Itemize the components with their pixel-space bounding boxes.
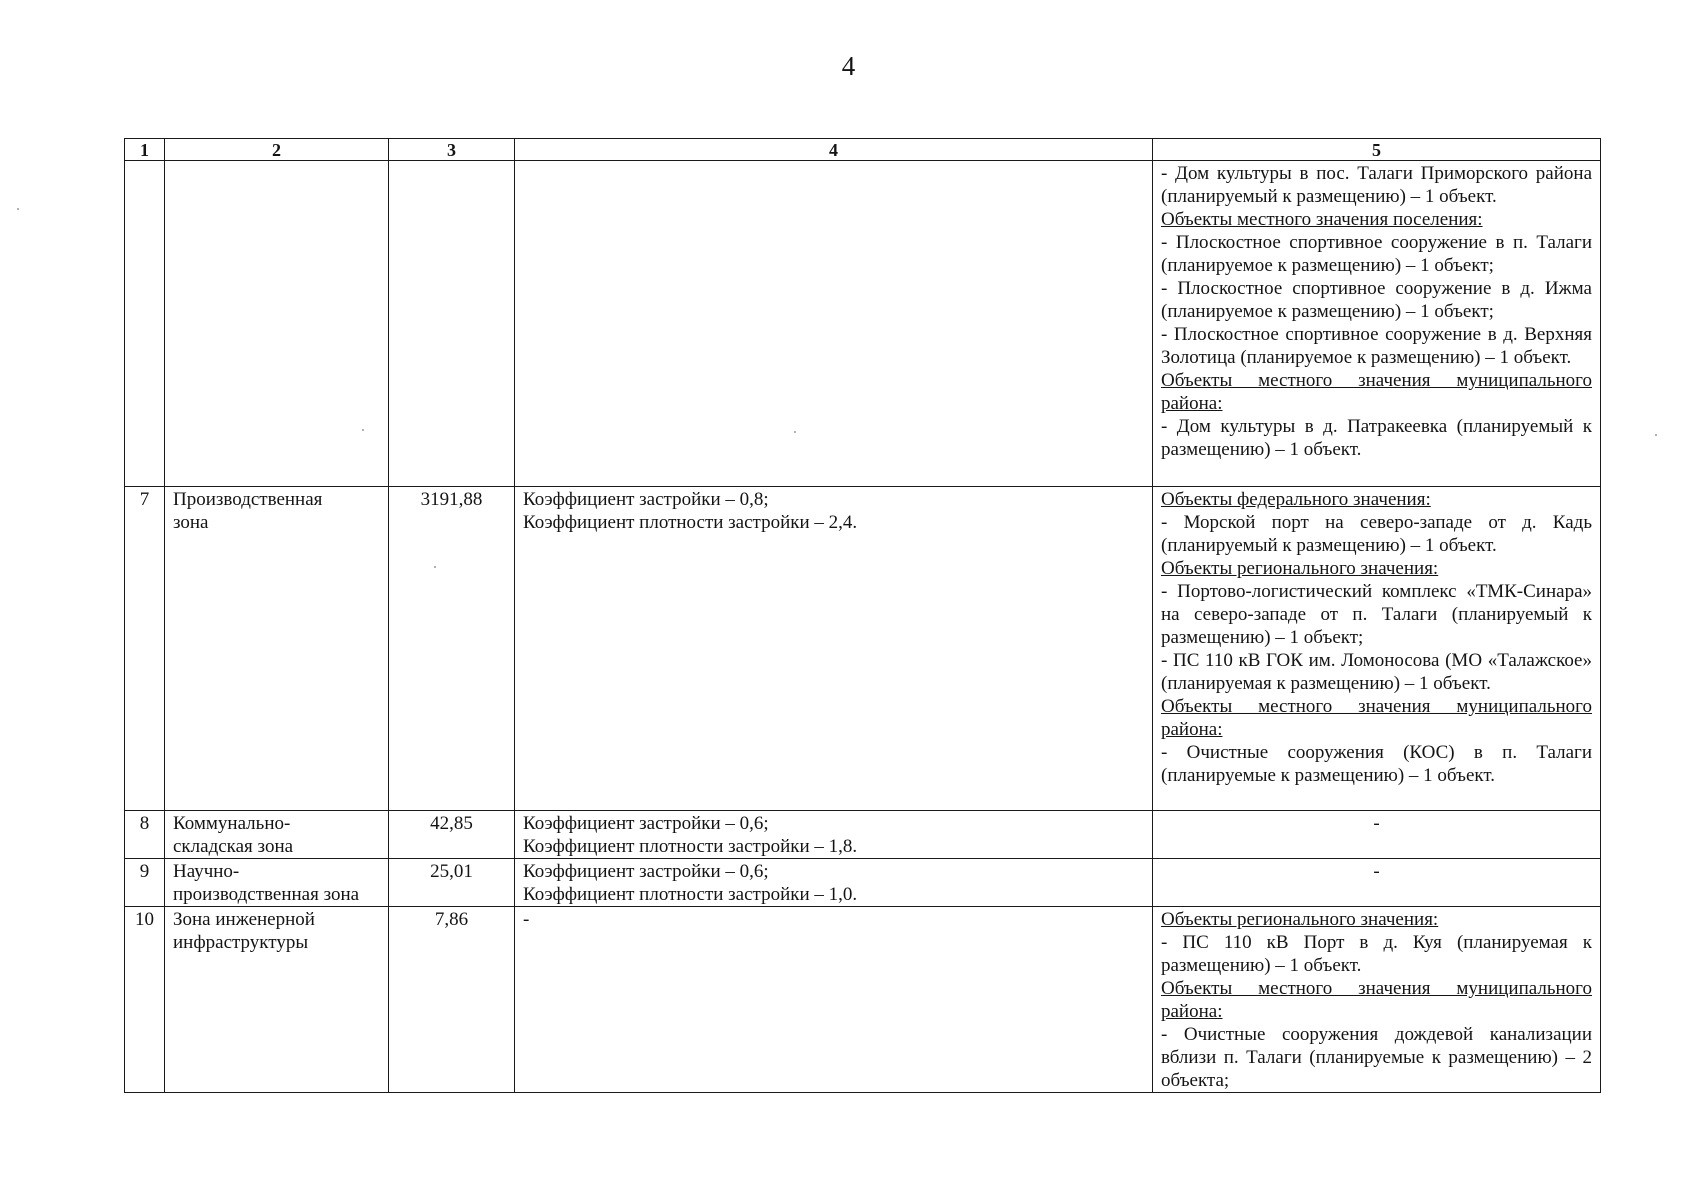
zone-name-line: Научно- <box>173 861 240 882</box>
planned-objects-cell: - <box>1153 811 1601 859</box>
table-row <box>125 859 1601 907</box>
zone-name-line: зона <box>173 512 209 533</box>
table-row <box>125 907 1601 1093</box>
area-cell: 25,01 <box>389 859 515 907</box>
object-entry: - ПС 110 кВ Порт в д. Куя (планируемая к размещению) – 1 объект. <box>1161 932 1592 976</box>
zone-name-cell <box>165 161 389 487</box>
planned-objects-cell <box>1153 907 1601 1093</box>
row-number-cell: 9 <box>125 859 165 907</box>
object-entry: - Очистные сооружения дождевой канализации вблизи п. Талаги (планируемые к размещению) – 2 объекта; <box>1161 1024 1592 1091</box>
object-entry: - Плоскостное спортивное сооружение в д. Верхняя Золотица (планируемое к размещению) – 1 объект. <box>1161 324 1592 368</box>
object-category-heading: Объекты местного значения муниципального района: <box>1161 370 1592 414</box>
object-entry: - ПС 110 кВ ГОК им. Ломоносова (МО «Талажское» (планируемая к размещению) – 1 объект. <box>1161 650 1592 694</box>
object-entry: - Очистные сооружения (КОС) в п. Талаги (планируемые к размещению) – 1 объект. <box>1161 742 1592 786</box>
table-row <box>125 161 1601 487</box>
zone-name-line: Производственная <box>173 489 323 510</box>
column-header-4: 4 <box>515 139 1153 161</box>
area-cell: 42,85 <box>389 811 515 859</box>
zone-name-line: инфраструктуры <box>173 932 309 953</box>
zone-name-line: Коммунально- <box>173 813 291 834</box>
parameters-cell <box>515 487 1153 811</box>
object-category-heading: Объекты местного значения муниципального района: <box>1161 978 1592 1022</box>
parameters-cell <box>515 811 1153 859</box>
table-row <box>125 487 1601 811</box>
object-category-heading: Объекты регионального значения: <box>1161 558 1439 579</box>
parameters-cell <box>515 907 1153 1093</box>
zones-table <box>124 138 1601 1093</box>
zone-name-line: Зона инженерной <box>173 909 315 930</box>
parameter-line: - <box>523 909 530 930</box>
area-cell <box>389 161 515 487</box>
planned-objects-cell <box>1153 161 1601 487</box>
parameter-line: Коэффициент застройки – 0,6; <box>523 813 769 834</box>
parameters-cell <box>515 161 1153 487</box>
row-number-cell: 10 <box>125 907 165 1093</box>
object-entry: - Плоскостное спортивное сооружение в п. Талаги (планируемое к размещению) – 1 объект; <box>1161 232 1592 276</box>
zone-name-cell <box>165 859 389 907</box>
object-category-heading: Объекты местного значения муниципального района: <box>1161 696 1592 740</box>
page-number: 4 <box>841 51 856 81</box>
area-cell: 3191,88 <box>389 487 515 811</box>
planned-objects-cell <box>1153 487 1601 811</box>
area-cell: 7,86 <box>389 907 515 1093</box>
column-header-5: 5 <box>1153 139 1601 161</box>
zone-name-cell <box>165 907 389 1093</box>
table-row <box>125 811 1601 859</box>
object-category-heading: Объекты регионального значения: <box>1161 909 1439 930</box>
scan-speck <box>1655 434 1657 436</box>
planned-objects-cell: - <box>1153 859 1601 907</box>
zone-name-line: складская зона <box>173 836 294 857</box>
object-entry: - Плоскостное спортивное сооружение в д. Ижма (планируемое к размещению) – 1 объект; <box>1161 278 1592 322</box>
column-header-3: 3 <box>389 139 515 161</box>
parameter-line: Коэффициент плотности застройки – 2,4. <box>523 512 858 533</box>
scan-speck <box>794 431 796 433</box>
scan-speck <box>17 208 19 210</box>
scan-speck <box>434 566 436 568</box>
object-entry: - Дом культуры в пос. Талаги Приморского района (планируемый к размещению) – 1 объект. <box>1161 163 1592 207</box>
parameter-line: Коэффициент плотности застройки – 1,8. <box>523 836 858 857</box>
column-header-1: 1 <box>125 139 165 161</box>
parameter-line: Коэффициент застройки – 0,8; <box>523 489 769 510</box>
row-number-cell: 7 <box>125 487 165 811</box>
scan-speck <box>362 429 364 431</box>
object-entry: - Портово-логистический комплекс «ТМК-Синара» на северо-западе от п. Талаги (планируемый к размещению) – 1 объект; <box>1161 581 1592 648</box>
object-category-heading: Объекты федерального значения: <box>1161 489 1431 510</box>
column-header-2: 2 <box>165 139 389 161</box>
zone-name-cell <box>165 811 389 859</box>
object-category-heading: Объекты местного значения поселения: <box>1161 209 1483 230</box>
row-number-cell: 8 <box>125 811 165 859</box>
parameter-line: Коэффициент застройки – 0,6; <box>523 861 769 882</box>
zone-name-cell <box>165 487 389 811</box>
object-entry: - Морской порт на северо-западе от д. Кадь (планируемый к размещению) – 1 объект. <box>1161 512 1592 556</box>
row-number-cell <box>125 161 165 487</box>
header-row <box>125 139 1601 161</box>
parameter-line: Коэффициент плотности застройки – 1,0. <box>523 884 858 905</box>
object-entry: - Дом культуры в д. Патракеевка (планируемый к размещению) – 1 объект. <box>1161 416 1592 460</box>
zone-name-line: производственная зона <box>173 884 360 905</box>
parameters-cell <box>515 859 1153 907</box>
